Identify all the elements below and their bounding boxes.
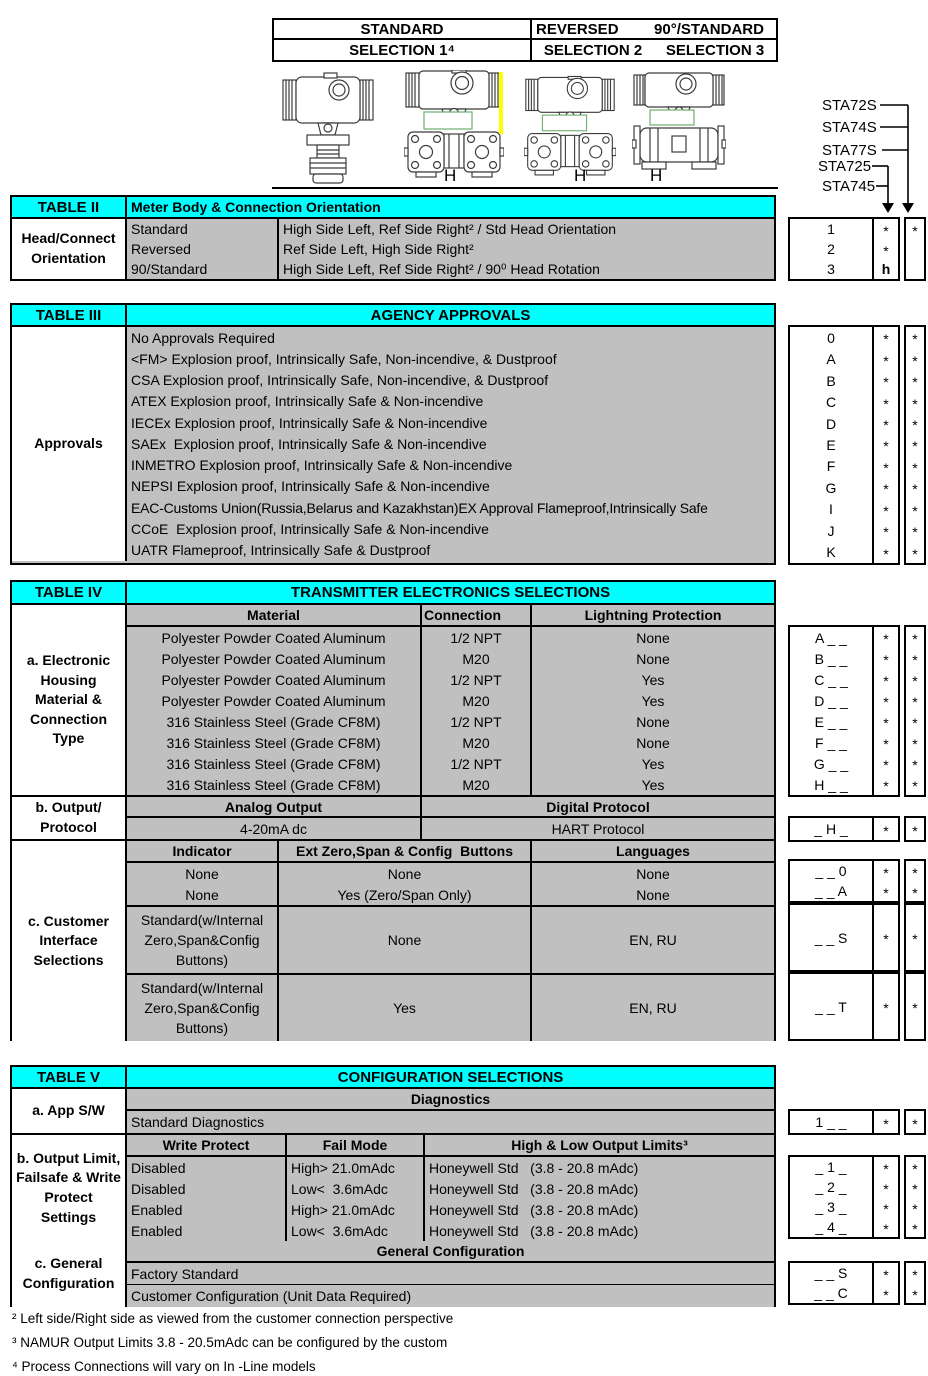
code-cell: K (826, 544, 836, 561)
code-cell: D (825, 415, 837, 432)
interface-languages: None (532, 884, 774, 905)
availability-star: * (912, 459, 918, 476)
column-header-connection: Connection (422, 605, 532, 627)
housing-connection: 1/2 NPT (422, 753, 532, 774)
code-cell: 1 _ _ (815, 1114, 847, 1130)
code-cell: E _ _ (814, 713, 848, 730)
availability-star: * (912, 502, 918, 519)
code-cell: _ 1 _ (815, 1159, 847, 1175)
interface-indicator: Standard(w/Internal Zero,Span&Config Buttons) (127, 905, 279, 973)
availability-star: * (912, 673, 918, 689)
housing-material: 316 Stainless Steel (Grade CF8M) (127, 774, 422, 795)
table-4a-code-box (788, 625, 926, 797)
table-2-heading: Meter Body & Connection Orientation (127, 197, 774, 219)
availability-star: * (912, 417, 918, 434)
orientation-option: Reversed (131, 241, 191, 257)
availability-star: * (872, 413, 898, 434)
digital-protocol-value: HART Protocol (422, 818, 774, 839)
availability-star: * (912, 1180, 918, 1197)
code-cell: _ _ S (814, 929, 848, 946)
availability-star: * (872, 669, 898, 690)
availability-star: * (872, 477, 898, 498)
availability-star: * (912, 1286, 918, 1303)
interface-languages: None (532, 863, 774, 884)
availability-star: * (912, 438, 918, 455)
availability-star: * (872, 974, 898, 1039)
availability-star: * (912, 1115, 918, 1132)
orientation-option: Standard (131, 221, 188, 237)
availability-star: * (912, 1000, 918, 1016)
column-header-diagnostics: Diagnostics (127, 1089, 774, 1111)
housing-connection: 1/2 NPT (422, 711, 532, 732)
housing-material: Polyester Powder Coated Aluminum (127, 669, 422, 690)
table-2-code-box (788, 217, 926, 281)
availability-star: * (872, 690, 898, 711)
housing-material: 316 Stainless Steel (Grade CF8M) (127, 753, 422, 774)
table-4-title: TABLE IV (12, 582, 127, 605)
write-protect-value: Disabled (131, 1180, 186, 1197)
availability-star: * (872, 881, 898, 901)
selection-1-label: SELECTION 1⁴ (274, 40, 532, 60)
code-cell: _ 2 _ (815, 1179, 847, 1195)
approval-row: INMETRO Explosion proof, Intrinsically Safe & Non-incendive (131, 457, 513, 474)
availability-star: * (872, 520, 898, 541)
column-header-write-protect: Write Protect (127, 1135, 287, 1157)
output-limits-value: Honeywell Std (3.8 - 20.8 mAdc) (429, 1180, 639, 1197)
table-5a-code-box (788, 1109, 926, 1135)
availability-star: h (872, 259, 898, 279)
orientation-description: Ref Side Left, High Side Right² (283, 241, 474, 257)
code-cell: _ _ C (814, 1285, 848, 1301)
availability-star: * (872, 711, 898, 732)
table-2-title: TABLE II (12, 197, 127, 219)
column-header-ext-buttons: Ext Zero,Span & Config Buttons (279, 841, 532, 863)
code-cell: G _ _ (813, 755, 849, 772)
availability-star: * (872, 818, 898, 840)
model-label-sta77s: STA77S (822, 142, 877, 159)
approval-row: NEPSI Explosion proof, Intrinsically Safe & Non-incendive (131, 478, 490, 495)
inline-transmitter-figure (280, 72, 376, 186)
code-cell: F _ _ (815, 734, 847, 751)
interface-indicator: None (127, 863, 279, 884)
diagnostics-row: Standard Diagnostics (127, 1111, 774, 1133)
fail-mode-value: High> 21.0mAdc (291, 1159, 395, 1176)
code-cell: A _ _ (815, 629, 847, 646)
model-label-sta74s: STA74S (822, 119, 877, 136)
model-label-sta72s: STA72S (822, 97, 877, 114)
approval-row: EAC-Customs Union(Russia,Belarus and Kazakhstan)EX Approval Flameproof,Intrinsically Safe (131, 499, 708, 516)
approval-row: SAEx Explosion proof, Intrinsically Safe & Non-incendive (131, 435, 487, 452)
availability-star: * (872, 861, 898, 881)
selection-2-label: SELECTION 2 (543, 41, 643, 59)
approval-row: No Approvals Required (131, 329, 275, 346)
interface-indicator: Standard(w/Internal Zero,Span&Config Buttons) (127, 973, 279, 1041)
orientation-description: High Side Left, Ref Side Right² / 90⁰ Head Rotation (283, 260, 600, 277)
model-label-sta725: STA725 (818, 158, 872, 175)
table-5c-code-box (788, 1261, 926, 1305)
availability-star: * (872, 219, 898, 239)
availability-star (906, 259, 924, 279)
code-cell: B _ _ (814, 650, 848, 667)
availability-star: * (912, 757, 918, 773)
column-header-output-limits: High & Low Output Limits³ (425, 1135, 774, 1157)
table-5-title: TABLE V (12, 1067, 127, 1089)
table-4-heading: TRANSMITTER ELECTRONICS SELECTIONS (127, 582, 774, 605)
footnote-2: ² Left side/Right side as viewed from the customer connection perspective (12, 1311, 454, 1326)
table-2-meter-body (10, 195, 776, 281)
availability-star: * (872, 1111, 898, 1133)
availability-star: * (912, 884, 918, 901)
code-cell: I (829, 501, 833, 518)
availability-star: * (912, 1160, 918, 1177)
availability-star: * (912, 1266, 918, 1283)
h-dimension-label: H (444, 166, 457, 185)
column-header-digital-protocol: Digital Protocol (422, 797, 774, 818)
table-3-row-label: Approvals (12, 327, 127, 561)
availability-star: * (872, 1197, 898, 1217)
interface-buttons: Yes (Zero/Span Only) (279, 884, 532, 905)
output-limits-value: Honeywell Std (3.8 - 20.8 mAdc) (429, 1201, 639, 1218)
output-limits-value: Honeywell Std (3.8 - 20.8 mAdc) (429, 1159, 639, 1176)
housing-lightning: None (532, 627, 774, 648)
table-5-configuration (10, 1065, 776, 1307)
availability-star: * (912, 778, 918, 794)
table-4b-code-box (788, 816, 926, 842)
code-cell: C _ _ (814, 671, 848, 688)
availability-star: * (872, 456, 898, 477)
availability-star: * (912, 222, 918, 239)
column-header-fail-mode: Fail Mode (287, 1135, 425, 1157)
code-cell: _ _ A (815, 883, 847, 899)
availability-star: * (872, 391, 898, 412)
highlight-line (499, 72, 503, 134)
code-cell: _ H _ (814, 821, 848, 837)
availability-star: * (912, 694, 918, 710)
orientation-option: 90/Standard (131, 261, 208, 277)
write-protect-value: Disabled (131, 1159, 186, 1176)
h-dimension-label: H (574, 166, 587, 185)
interface-languages: EN, RU (532, 905, 774, 973)
column-header-indicator: Indicator (127, 841, 279, 863)
table-4a-row-label: a. Electronic Housing Material & Connection Type (12, 605, 127, 795)
model-callout-lines (780, 85, 928, 213)
code-cell: E (826, 436, 836, 453)
approval-row: IECEx Explosion proof, Intrinsically Safe & Non-incendive (131, 414, 488, 431)
availability-star: * (912, 524, 918, 541)
table-5a-row-label: a. App S/W (12, 1089, 127, 1133)
code-cell: _ 3 _ (815, 1199, 847, 1215)
housing-material: Polyester Powder Coated Aluminum (127, 648, 422, 669)
code-cell: G (825, 479, 837, 496)
table-3-code-box (788, 325, 926, 565)
housing-connection: 1/2 NPT (422, 627, 532, 648)
code-cell: 1 (827, 221, 835, 237)
table-4c-code-box-2 (788, 903, 926, 972)
column-header-lightning: Lightning Protection (532, 605, 774, 627)
availability-star: * (872, 370, 898, 391)
housing-connection: 1/2 NPT (422, 669, 532, 690)
table-5b-code-box (788, 1155, 926, 1239)
availability-star: * (872, 434, 898, 455)
column-header-analog-output: Analog Output (127, 797, 422, 818)
housing-lightning: None (532, 732, 774, 753)
general-config-row: Factory Standard (127, 1263, 774, 1285)
table-4-transmitter-electronics (10, 580, 776, 1041)
output-limits-value: Honeywell Std (3.8 - 20.8 mAdc) (429, 1222, 639, 1239)
fail-mode-value: High> 21.0mAdc (291, 1201, 395, 1218)
availability-star: * (912, 395, 918, 412)
column-header-languages: Languages (532, 841, 774, 863)
housing-lightning: Yes (532, 774, 774, 795)
table-4c-code-box-1 (788, 859, 926, 903)
fail-mode-value: Low< 3.6mAdc (291, 1180, 388, 1197)
column-header-material: Material (127, 605, 422, 627)
table-5b-row-label: b. Output Limit, Failsafe & Write Protect Settings (12, 1135, 127, 1241)
code-cell: 3 (827, 261, 835, 277)
housing-material: 316 Stainless Steel (Grade CF8M) (127, 711, 422, 732)
interface-languages: EN, RU (532, 973, 774, 1041)
footnote-3: ³ NAMUR Output Limits 3.8 - 20.5mAdc can be configured by the custom (12, 1335, 448, 1350)
availability-star: * (872, 499, 898, 520)
availability-star: * (872, 774, 898, 795)
code-cell: F (826, 458, 836, 475)
housing-connection: M20 (422, 732, 532, 753)
code-cell: _ _ 0 (815, 863, 847, 879)
code-cell: J (827, 522, 835, 539)
availability-star: * (912, 736, 918, 752)
availability-star: * (912, 931, 918, 947)
housing-material: 316 Stainless Steel (Grade CF8M) (127, 732, 422, 753)
availability-star: * (912, 631, 918, 647)
table-5-heading: CONFIGURATION SELECTIONS (127, 1067, 774, 1089)
code-cell: H _ _ (814, 776, 848, 793)
availability-star: * (912, 1200, 918, 1217)
housing-connection: M20 (422, 690, 532, 711)
availability-star: * (872, 1217, 898, 1237)
table-3-title: TABLE III (12, 305, 127, 327)
availability-star: * (912, 545, 918, 562)
availability-star: * (872, 753, 898, 774)
analog-output-value: 4-20mA dc (127, 818, 422, 839)
table-4c-row-label: c. Customer Interface Selections (12, 841, 127, 1041)
model-label-sta745: STA745 (822, 178, 876, 195)
approval-row: UATR Flameproof, Intrinsically Safe & Dustproof (131, 542, 431, 559)
approval-row: ATEX Explosion proof, Intrinsically Safe & Non-incendive (131, 393, 484, 410)
selection-reversed-label: REVERSED (536, 20, 619, 38)
housing-material: Polyester Powder Coated Aluminum (127, 627, 422, 648)
availability-star: * (912, 1220, 918, 1237)
approval-row: CSA Explosion proof, Intrinsically Safe, Non-incendive, & Dustproof (131, 372, 549, 389)
housing-lightning: Yes (532, 690, 774, 711)
h-dimension-label: H (650, 166, 663, 185)
availability-star: * (912, 481, 918, 498)
availability-star: * (872, 348, 898, 369)
availability-star: * (872, 1177, 898, 1197)
housing-connection: M20 (422, 774, 532, 795)
availability-star: * (912, 864, 918, 881)
availability-star: * (872, 627, 898, 648)
selection-90-standard-label: 90°/STANDARD (654, 20, 764, 38)
general-config-row: Customer Configuration (Unit Data Required) (127, 1285, 774, 1307)
availability-star: * (872, 542, 898, 563)
housing-connection: M20 (422, 648, 532, 669)
availability-star: * (912, 352, 918, 369)
availability-star: * (872, 732, 898, 753)
housing-material: Polyester Powder Coated Aluminum (127, 690, 422, 711)
interface-buttons: Yes (279, 973, 532, 1041)
table-3-agency-approvals (10, 303, 776, 565)
availability-star (906, 239, 924, 259)
dp-transmitter-figure-reversed (524, 74, 616, 182)
housing-lightning: None (532, 648, 774, 669)
code-cell: _ _ S (814, 1265, 848, 1281)
approval-row: CCoE Explosion proof, Intrinsically Safe & Non-incendive (131, 521, 489, 538)
availability-star: * (912, 715, 918, 731)
table-5c-row-label: c. General Configuration (12, 1241, 127, 1307)
interface-buttons: None (279, 863, 532, 884)
code-cell: 2 (827, 241, 835, 257)
housing-lightning: Yes (532, 669, 774, 690)
figure-divider-line (272, 187, 778, 189)
code-cell: A (826, 351, 836, 368)
availability-star: * (912, 331, 918, 348)
availability-star: * (912, 652, 918, 668)
code-cell: B (826, 372, 836, 389)
interface-indicator: None (127, 884, 279, 905)
availability-star: * (872, 1157, 898, 1177)
manifold-transmitter-figure (632, 72, 726, 178)
availability-star: * (912, 374, 918, 391)
availability-star: * (872, 1263, 898, 1283)
orientation-description: High Side Left, Ref Side Right² / Std Head Orientation (283, 221, 617, 237)
code-cell: D _ _ (814, 692, 848, 709)
availability-star: * (912, 822, 918, 839)
availability-star: * (872, 239, 898, 259)
selection-reversed-cell (532, 20, 776, 40)
approval-row: <FM> Explosion proof, Intrinsically Safe, Non-incendive, & Dustproof (131, 350, 557, 367)
table-4c-code-box-3 (788, 972, 926, 1041)
write-protect-value: Enabled (131, 1222, 183, 1239)
interface-buttons: None (279, 905, 532, 973)
selection-2-3-cell (532, 40, 776, 60)
availability-star: * (872, 327, 898, 348)
code-cell: 0 (827, 329, 835, 346)
code-cell: C (825, 394, 837, 411)
code-cell: _ 4 _ (815, 1219, 847, 1235)
table-4b-row-label: b. Output/ Protocol (12, 797, 127, 839)
write-protect-value: Enabled (131, 1201, 183, 1218)
code-cell: _ _ T (815, 998, 847, 1015)
availability-star: * (872, 648, 898, 669)
table-2-row-label: Head/Connect Orientation (12, 219, 127, 279)
column-header-general-configuration: General Configuration (127, 1241, 774, 1263)
housing-lightning: None (532, 711, 774, 732)
footnote-4: ⁴ Process Connections will vary on In -Line models (12, 1359, 316, 1374)
table-3-heading: AGENCY APPROVALS (127, 305, 774, 327)
availability-star: * (872, 1283, 898, 1303)
selection-standard-label: STANDARD (274, 20, 532, 40)
housing-lightning: Yes (532, 753, 774, 774)
selection-3-label: SELECTION 3 (665, 41, 765, 59)
availability-star: * (872, 905, 898, 970)
fail-mode-value: Low< 3.6mAdc (291, 1222, 388, 1239)
selection-header-table (272, 18, 778, 62)
